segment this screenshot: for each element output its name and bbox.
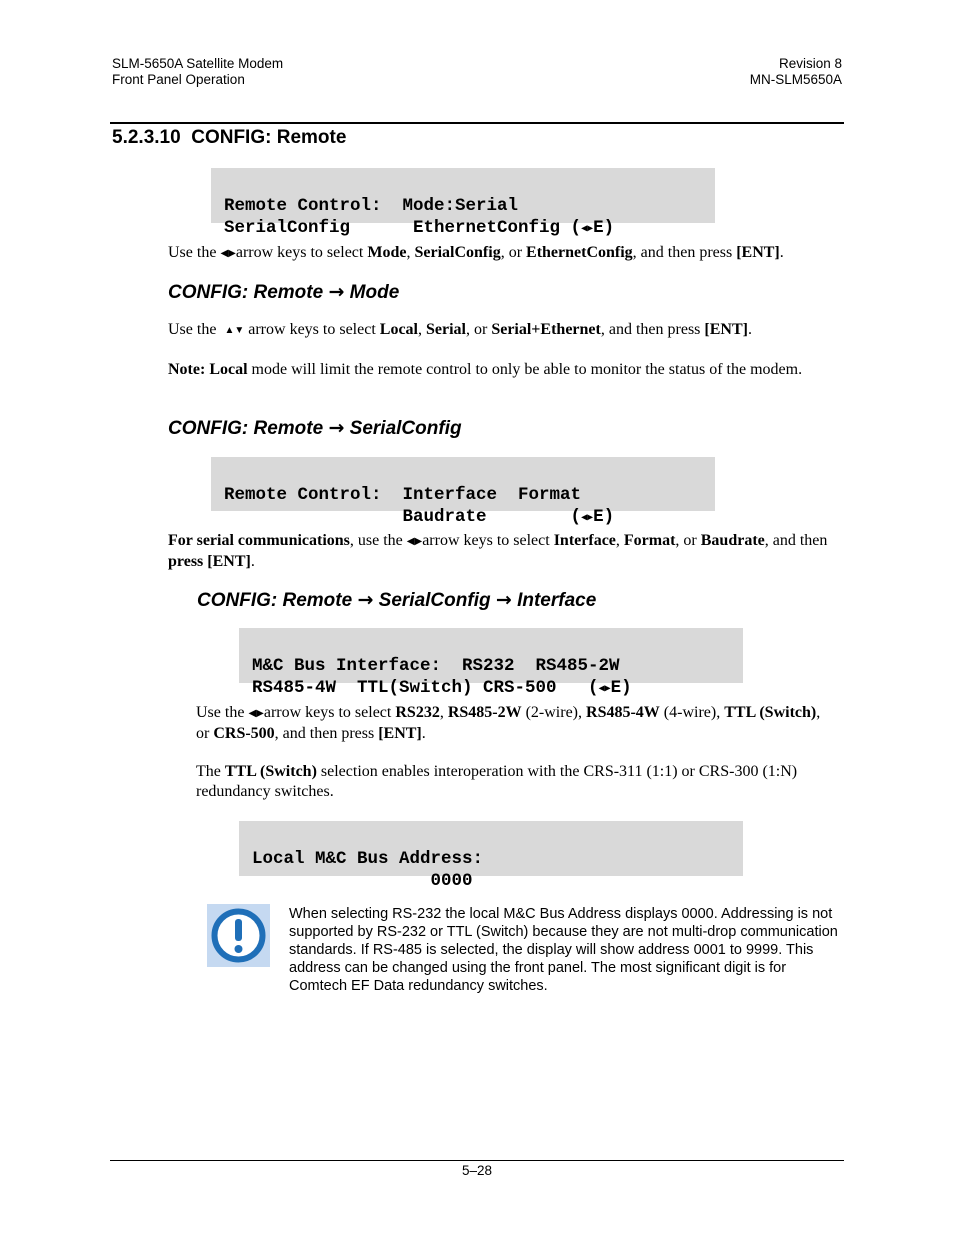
- instruction-remote-control: [168, 243, 848, 264]
- right-arrow-icon: →: [357, 589, 374, 611]
- right-arrow-key-icon: ▶: [256, 708, 264, 719]
- section-heading: [112, 127, 346, 149]
- right-arrow-icon: →: [328, 417, 345, 439]
- subheading-text: CONFIG: Remote: [168, 282, 324, 303]
- option-serialconfig: SerialConfig: [414, 244, 501, 261]
- text: , or: [196, 704, 821, 742]
- text: Use the: [168, 321, 217, 338]
- subheading-text: Interface: [517, 590, 597, 611]
- section-title: CONFIG: Remote: [191, 127, 347, 148]
- option-local: Local: [379, 321, 418, 338]
- section-number: 5.2.3.10: [112, 127, 181, 148]
- text: .: [250, 553, 255, 570]
- subheading-text: CONFIG: Remote: [168, 418, 324, 439]
- lcd-line-2-end: E): [593, 218, 615, 238]
- option-rs485-4w: RS485-4W: [586, 704, 660, 721]
- ttl-switch-description: [196, 762, 816, 802]
- lead-text: For serial communications: [168, 532, 350, 549]
- option-mode: Mode: [367, 244, 407, 261]
- left-arrow-key-icon: ◀: [406, 536, 415, 547]
- right-arrow-key-icon: ▶: [414, 536, 423, 547]
- option-ttl-switch: TTL (Switch): [724, 704, 817, 721]
- note-label: Note:: [168, 361, 206, 378]
- text: , and then press: [632, 244, 733, 261]
- text: Use the: [196, 704, 245, 721]
- text: , or: [500, 244, 523, 261]
- header-chapter: Front Panel Operation: [112, 72, 245, 87]
- text: Use the: [168, 244, 217, 261]
- left-arrow-key-icon: ◀: [598, 684, 605, 695]
- text: arrow keys to select: [263, 704, 392, 721]
- text: .: [747, 321, 752, 338]
- key-ent: [ENT]: [378, 725, 422, 742]
- right-arrow-icon: →: [328, 281, 345, 303]
- text: ,: [417, 321, 422, 338]
- key-ent: press [ENT]: [168, 553, 251, 570]
- left-arrow-key-icon: ◀: [581, 513, 588, 524]
- header-doc-title: SLM-5650A Satellite Modem: [112, 56, 284, 71]
- subheading-interface: [197, 589, 596, 612]
- option-serial: Serial: [425, 321, 466, 338]
- key-ent: [ENT]: [704, 321, 748, 338]
- instruction-mode: [168, 320, 848, 341]
- lcd-display-serial-config: [211, 457, 715, 527]
- down-arrow-key-icon: ▼: [234, 325, 245, 336]
- text: (2-wire),: [525, 704, 583, 721]
- text: , and then press: [600, 321, 701, 338]
- option-rs232: RS232: [395, 704, 440, 721]
- lcd-line-1: Remote Control: Mode:Serial: [224, 196, 519, 216]
- text: , use the: [349, 532, 403, 549]
- option-local: Local: [209, 361, 248, 378]
- header-manual-number: MN-SLM5650A: [749, 72, 842, 87]
- left-arrow-key-icon: ◀: [220, 248, 229, 259]
- lcd-display-bus-address: [239, 821, 743, 891]
- text: , and then: [764, 532, 828, 549]
- running-header-left: [112, 56, 283, 88]
- instruction-interface: [196, 703, 836, 744]
- text: arrow keys to select: [235, 244, 364, 261]
- subheading-text: SerialConfig: [349, 418, 462, 439]
- key-ent: [ENT]: [736, 244, 780, 261]
- running-header-right: [750, 56, 842, 88]
- footer-rule: [110, 1160, 844, 1161]
- text: arrow keys to select: [248, 321, 376, 338]
- lcd-line-2-end: E): [593, 507, 615, 527]
- lcd-line-1: Remote Control: Interface Format: [224, 485, 582, 505]
- option-format: Format: [623, 532, 676, 549]
- lcd-line-2-start: RS485-4W TTL(Switch) CRS-500 (: [252, 678, 599, 698]
- lcd-line-2: 0000: [252, 871, 473, 891]
- header-revision: Revision 8: [778, 56, 842, 71]
- text: mode will limit the remote control to only be able to monitor the status of the modem.: [251, 361, 803, 378]
- note-local-mode: [168, 360, 808, 380]
- lcd-display-bus-interface: [239, 628, 743, 698]
- subheading-mode: [168, 281, 399, 304]
- option-serial-ethernet: Serial+Ethernet: [491, 321, 601, 338]
- lcd-line-1: M&C Bus Interface: RS232 RS485-2W: [252, 656, 620, 676]
- subheading-text: SerialConfig: [378, 590, 491, 611]
- subheading-serialconfig: [168, 417, 462, 440]
- left-arrow-key-icon: ◀: [581, 224, 588, 235]
- header-rule: [110, 122, 844, 124]
- up-arrow-key-icon: ▲: [224, 325, 235, 336]
- page-number: 5–28: [461, 1163, 493, 1178]
- text: , or: [675, 532, 697, 549]
- option-interface: Interface: [553, 532, 616, 549]
- right-arrow-key-icon: ▶: [228, 248, 236, 259]
- text: (4-wire),: [663, 704, 721, 721]
- text: ,: [615, 532, 620, 549]
- option-ethernetconfig: EthernetConfig: [526, 244, 633, 261]
- subheading-text: Mode: [349, 282, 400, 303]
- text: ,: [406, 244, 411, 261]
- lcd-display-remote-control: [211, 168, 715, 238]
- instruction-serial-communications: [168, 531, 848, 572]
- right-arrow-key-icon: ▶: [604, 684, 611, 695]
- right-arrow-key-icon: ▶: [587, 513, 594, 524]
- text: selection enables interoperation with the CRS-311 (1:1) or CRS-300 (1:N) redundancy switches.: [196, 763, 798, 800]
- option-ttl-switch: TTL (Switch): [224, 763, 317, 780]
- important-note-text: When selecting RS-232 the local M&C Bus Address displays 0000. Addressing is not supported by RS-232 or TTL (Switch) because they are not multi-drop communication standards. If RS-485 is selected, the display will show address 0001 to 9999. This address can be changed using the front panel. The most significant digit is for Comtech EF Data redundancy switches.: [289, 906, 838, 994]
- text: ,: [439, 704, 444, 721]
- lcd-line-1: Local M&C Bus Address:: [252, 849, 484, 869]
- text: .: [779, 244, 784, 261]
- exclamation-circle-icon: [207, 904, 270, 967]
- lcd-line-2-start: SerialConfig EthernetConfig (: [224, 218, 582, 238]
- right-arrow-key-icon: ▶: [587, 224, 594, 235]
- lcd-line-2-end: E): [610, 678, 632, 698]
- lcd-line-2-start: Baudrate (: [224, 507, 582, 527]
- text: , or: [465, 321, 488, 338]
- text: The: [196, 763, 221, 780]
- option-baudrate: Baudrate: [700, 532, 765, 549]
- subheading-text: CONFIG: Remote: [197, 590, 353, 611]
- left-arrow-key-icon: ◀: [248, 708, 257, 719]
- option-rs485-2w: RS485-2W: [447, 704, 522, 721]
- important-note-icon-box: [207, 904, 270, 967]
- right-arrow-icon: →: [495, 589, 512, 611]
- option-crs-500: CRS-500: [213, 725, 275, 742]
- text: arrow keys to select: [422, 532, 550, 549]
- text: .: [421, 725, 426, 742]
- text: , and then press: [274, 725, 375, 742]
